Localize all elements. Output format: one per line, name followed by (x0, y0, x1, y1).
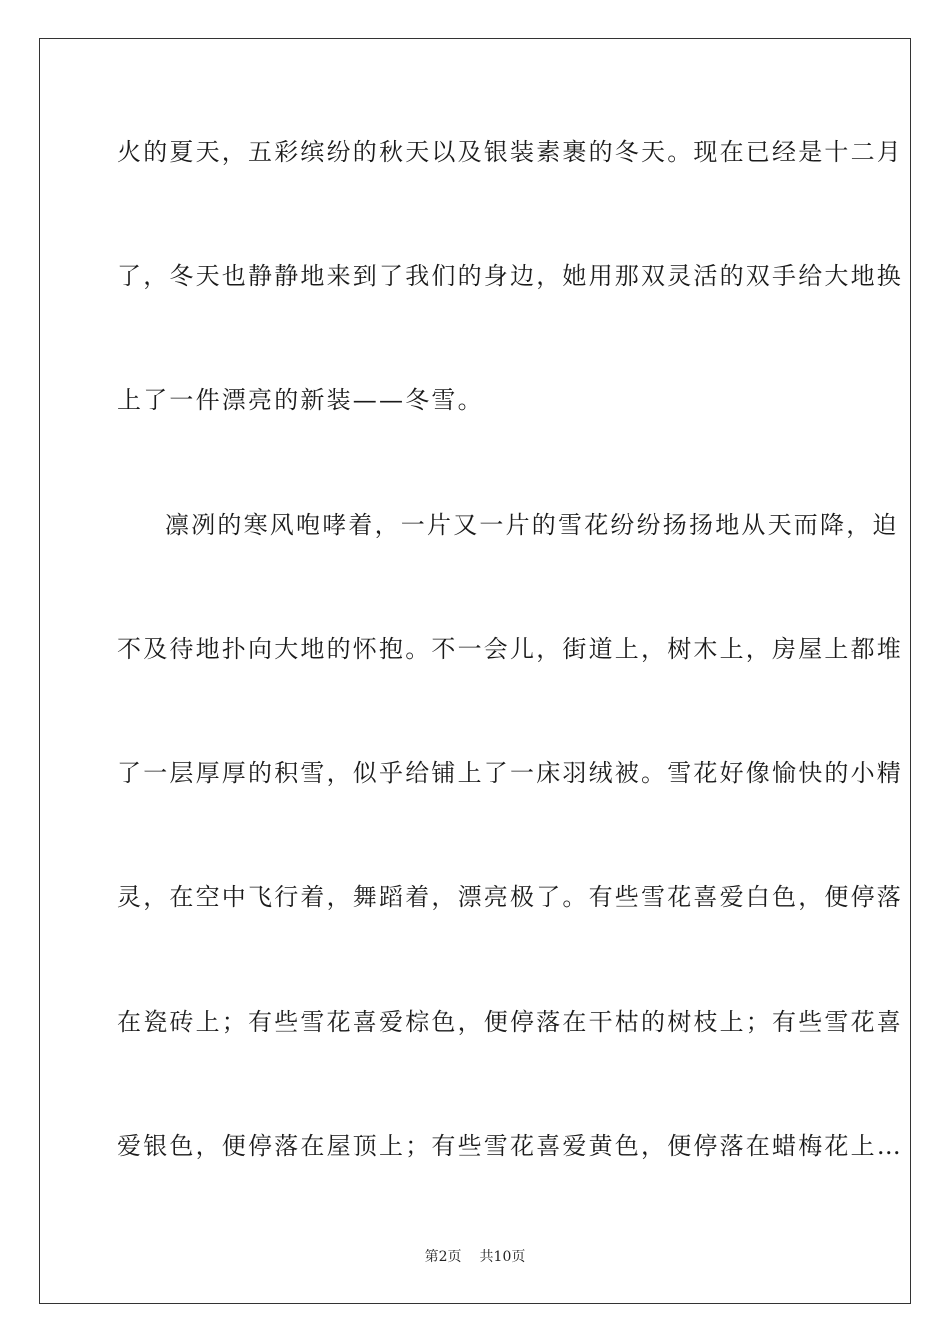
body-line-4: 凛冽的寒风咆哮着，一片又一片的雪花纷纷扬扬地从天而降，迫 (165, 511, 899, 539)
body-line-8: 在瓷砖上；有些雪花喜爱棕色，便停落在干枯的树枝上；有些雪花喜 (117, 1008, 903, 1036)
total-pages: 共10页 (479, 1249, 526, 1265)
body-line-9: 爱银色，便停落在屋顶上；有些雪花喜爱黄色，便停落在蜡梅花上… (117, 1132, 903, 1160)
body-line-3: 上了一件漂亮的新装——冬雪。 (117, 386, 484, 414)
page-number: 第2页 (424, 1249, 462, 1265)
body-line-2: 了，冬天也静静地来到了我们的身边，她用那双灵活的双手给大地换 (117, 262, 903, 290)
body-line-7: 灵，在空中飞行着，舞蹈着，漂亮极了。有些雪花喜爱白色，便停落 (117, 883, 903, 911)
body-line-6: 了一层厚厚的积雪，似乎给铺上了一床羽绒被。雪花好像愉快的小精 (117, 759, 903, 787)
page-border (39, 38, 911, 1304)
body-line-1: 火的夏天，五彩缤纷的秋天以及银装素裹的冬天。现在已经是十二月 (117, 138, 903, 166)
body-line-5: 不及待地扑向大地的怀抱。不一会儿，街道上，树木上，房屋上都堆 (117, 635, 903, 663)
page-footer (0, 1248, 950, 1266)
